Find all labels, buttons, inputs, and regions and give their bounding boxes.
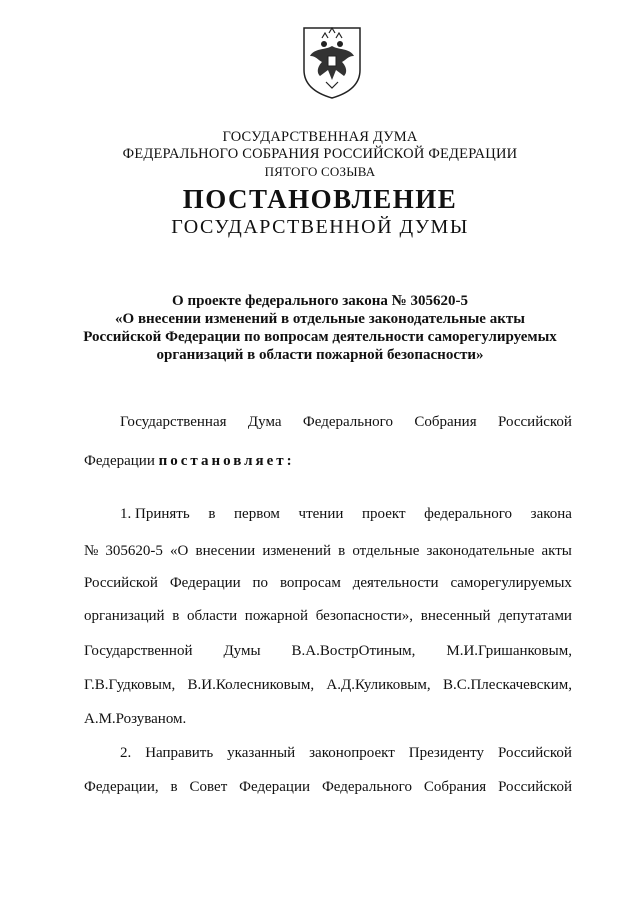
item-2-line-1	[120, 744, 572, 762]
word: внесенный	[420, 608, 491, 624]
word: саморегулируемых	[450, 575, 572, 591]
word: акты	[541, 543, 572, 559]
word: Совет	[189, 779, 228, 795]
doc-type-heading: ПОСТАНОВЛЕНИЕ	[182, 184, 458, 214]
word: Федерального	[321, 779, 412, 795]
word: Российской	[498, 745, 572, 761]
word: пожарной	[244, 608, 309, 624]
item-1-line-4	[84, 607, 572, 625]
item-1-line-3	[84, 574, 572, 592]
word: Федерального	[302, 414, 393, 430]
org-line-3: ПЯТОГО СОЗЫВА	[264, 164, 376, 179]
word: В.А.ВострОтиным,	[291, 643, 416, 659]
word: чтении	[298, 506, 344, 522]
emblem-icon	[300, 20, 364, 100]
item-1-line-1	[120, 505, 572, 523]
title-line-2: «О внесении изменений в отдельные законодательные акты	[115, 311, 525, 327]
word: безопасности»,	[315, 608, 414, 624]
word: отдельные	[352, 543, 420, 559]
item-1-line-6	[84, 676, 572, 694]
item-1-line-7: А.М.Розуваном.	[84, 711, 187, 727]
word: проект	[362, 506, 406, 522]
word: Направить	[145, 745, 214, 761]
word: Собрания	[423, 779, 487, 795]
word: А.Д.Куликовым,	[326, 677, 431, 693]
decree-word: постановляет:	[158, 453, 295, 469]
org-line-1: ГОСУДАРСТВЕННАЯ ДУМА	[222, 129, 418, 145]
word: В.С.Плескачевским,	[442, 677, 572, 693]
word: Федерации	[239, 779, 311, 795]
word: №	[84, 543, 99, 559]
word: Президенту	[408, 745, 485, 761]
word: законопроект	[309, 745, 395, 761]
doc-subtitle: ГОСУДАРСТВЕННОЙ ДУМЫ	[171, 216, 469, 238]
preamble-line-2	[84, 452, 572, 470]
word: Российской	[498, 779, 572, 795]
word: организаций	[84, 608, 165, 624]
word: первом	[234, 506, 280, 522]
word: Думы	[223, 643, 261, 659]
word: Государственная	[120, 414, 227, 430]
word: деятельности	[352, 575, 439, 591]
item-1-line-5	[84, 642, 572, 660]
word: по	[252, 575, 269, 591]
word: Г.В.Гудковым,	[84, 677, 176, 693]
word: Федерации	[169, 575, 241, 591]
title-line-3: Российской Федерации по вопросам деятельности саморегулируемых	[83, 329, 557, 345]
item-1-line-2	[84, 542, 572, 560]
title-line-1: О проекте федерального закона № 305620-5	[172, 293, 468, 309]
word: в	[338, 543, 346, 559]
word: в	[172, 608, 180, 624]
word: Федерации,	[84, 779, 159, 795]
word: законодательные	[426, 543, 535, 559]
word: депутатами	[498, 608, 572, 624]
word: «О	[170, 543, 189, 559]
double-headed-eagle-icon	[300, 20, 364, 100]
word: В.И.Колесниковым,	[187, 677, 315, 693]
word: 2.	[120, 745, 132, 761]
preamble-line-2-start: Федерации	[84, 453, 155, 469]
preamble-line-1	[120, 413, 572, 431]
word: области	[186, 608, 238, 624]
word: в	[208, 506, 216, 522]
word: 305620-5	[105, 543, 163, 559]
item-2-line-2	[84, 778, 572, 796]
word: Собрания	[414, 414, 477, 430]
word: Российской	[498, 414, 572, 430]
word: Российской	[84, 575, 158, 591]
title-line-4: организаций в области пожарной безопасности»	[156, 347, 484, 363]
word: изменений	[262, 543, 331, 559]
org-line-2: ФЕДЕРАЛЬНОГО СОБРАНИЯ РОССИЙСКОЙ ФЕДЕРАЦИИ	[122, 146, 518, 162]
word: 1. Принять	[120, 506, 190, 522]
word: Дума	[247, 414, 282, 430]
word: в	[170, 779, 178, 795]
word: вопросам	[279, 575, 341, 591]
word: М.И.Гришанковым,	[446, 643, 572, 659]
word: закона	[530, 506, 572, 522]
word: федерального	[424, 506, 513, 522]
word: внесении	[195, 543, 256, 559]
word: Государственной	[84, 643, 193, 659]
word: указанный	[227, 745, 296, 761]
